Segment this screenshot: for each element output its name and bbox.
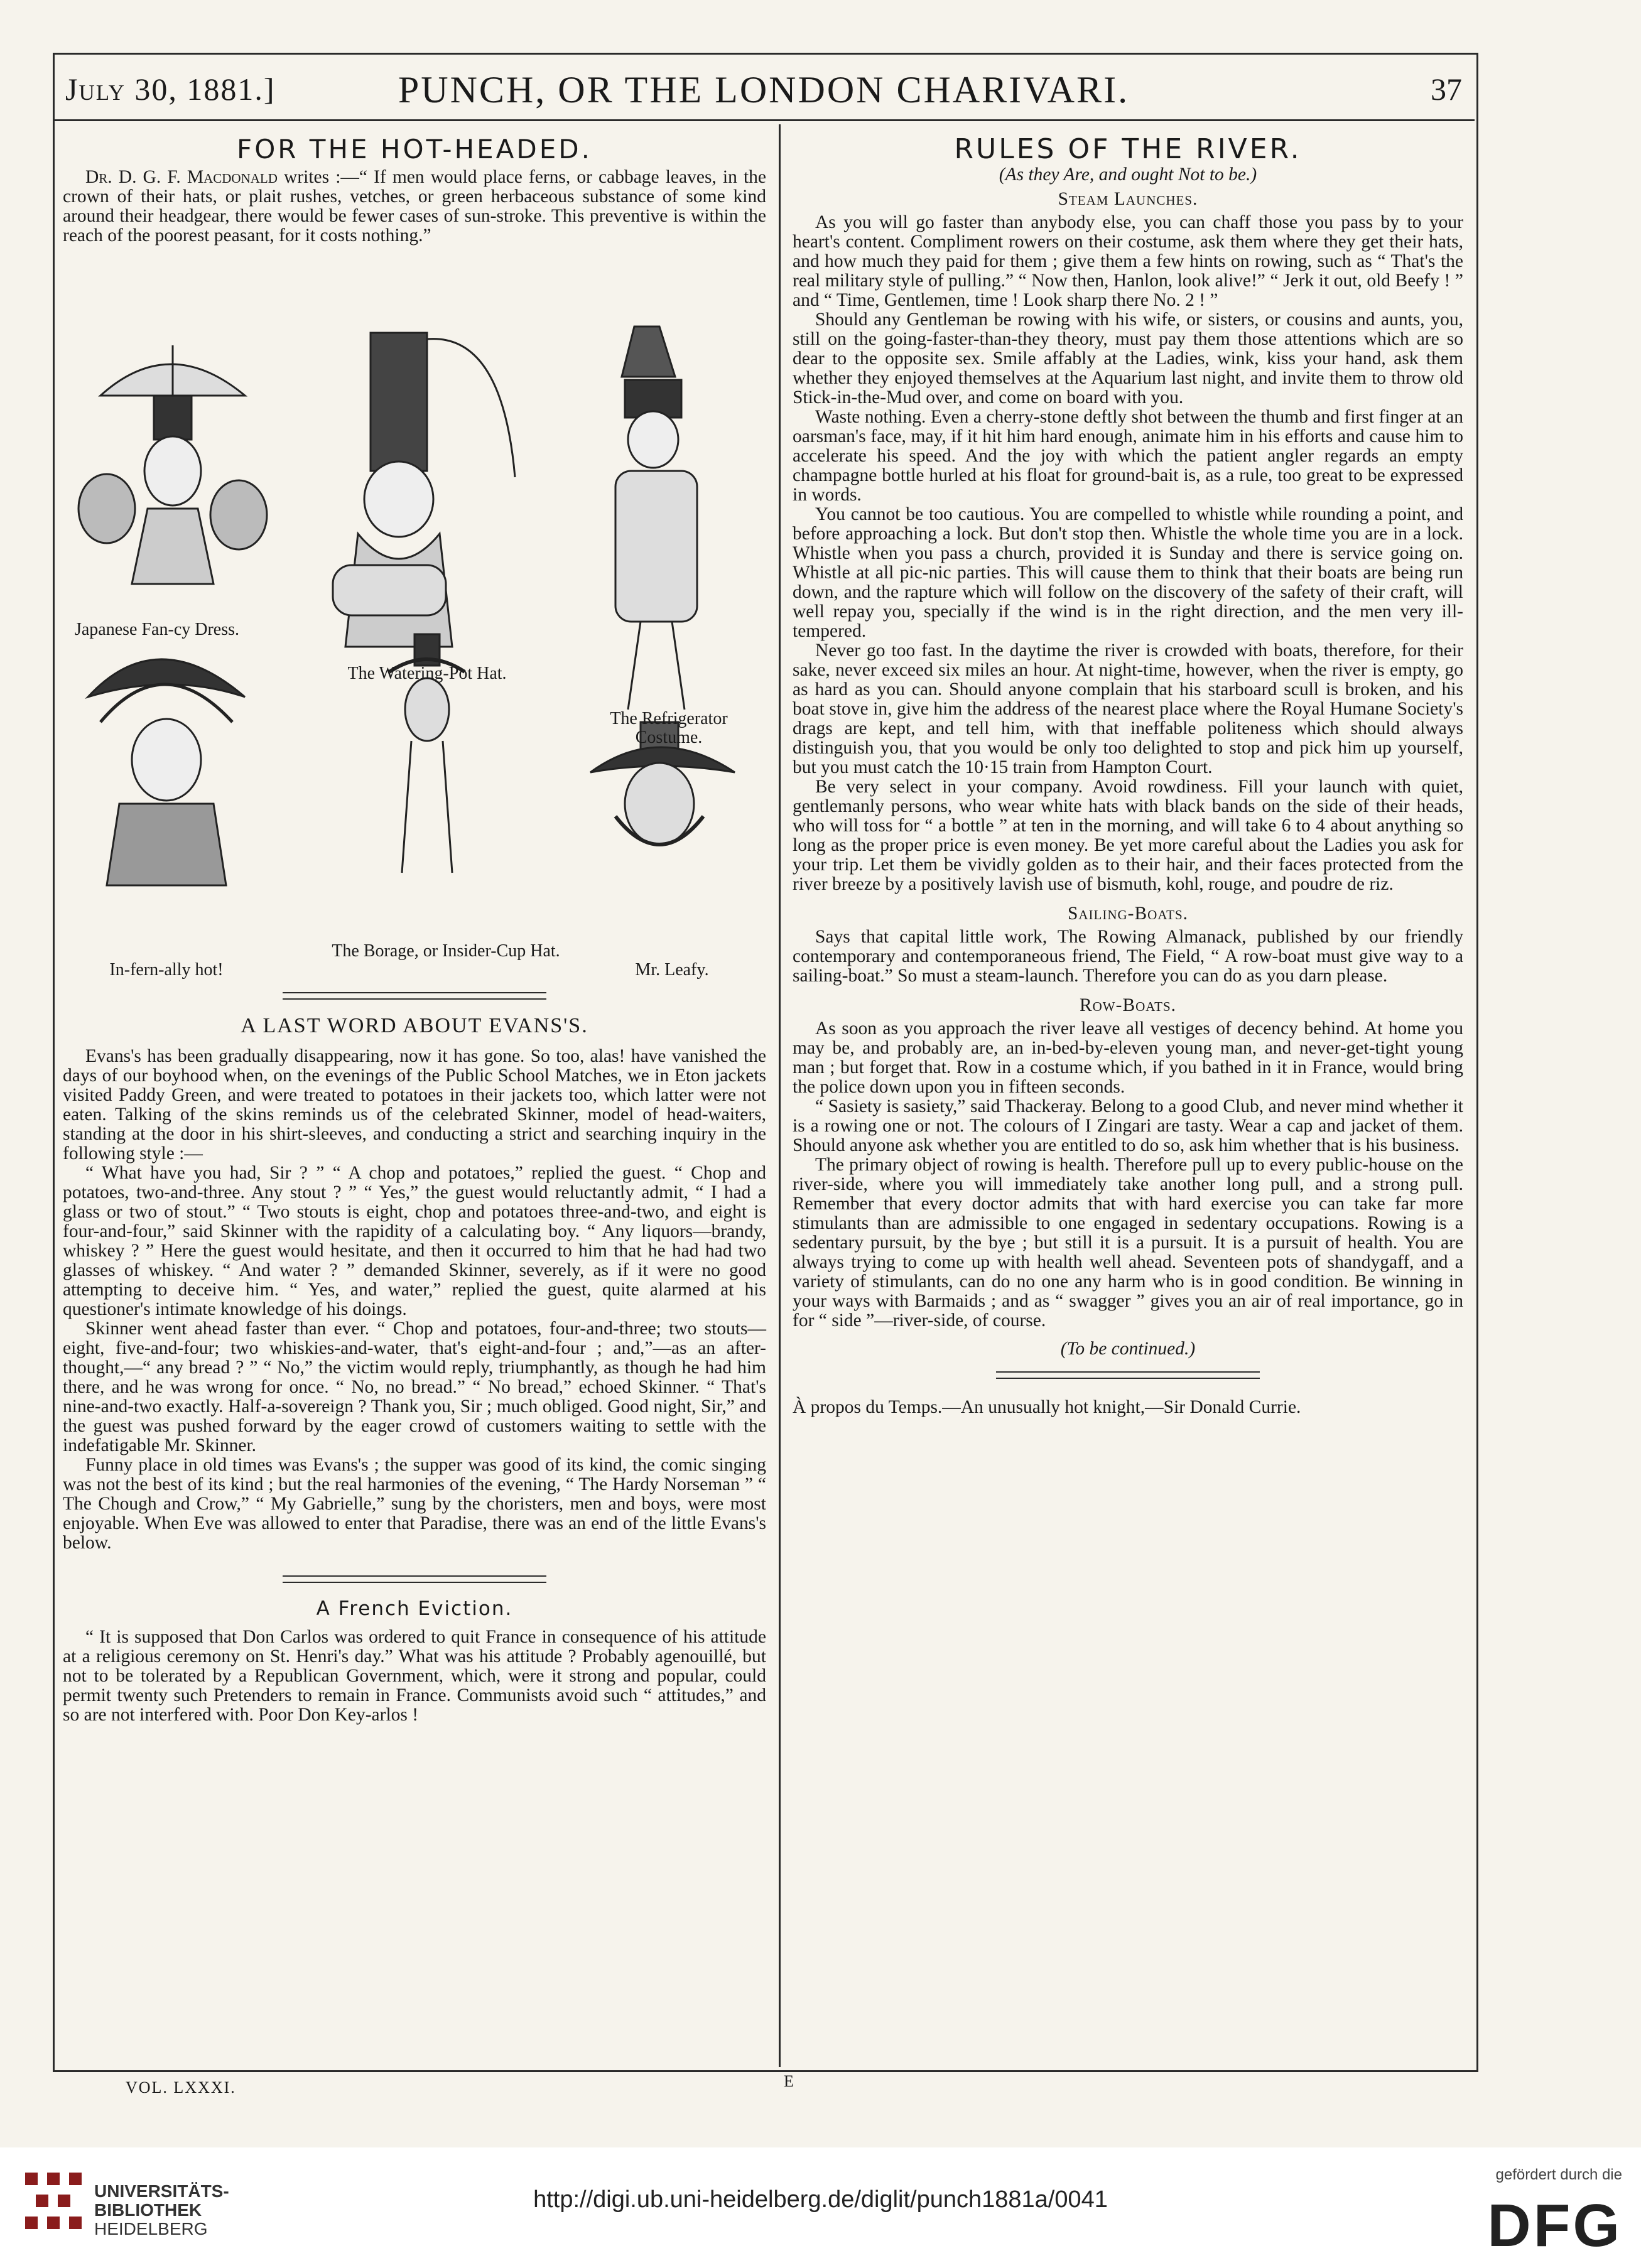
- paragraph: “ It is supposed that Don Carlos was ordered to quit France in consequence of his attitude at a religious ceremony on St. Henri's day.” What was his attitude ? Probably agenouillé, but not to be tolerated by a Republican Government, which, were it strong and popular, could permit twenty such Pretenders to remain in France. Communists avoid such “ attitudes,” and so are not interfered with. Poor Don Key-arlos !: [63, 1627, 766, 1725]
- caption-in-fern-ally-hot: In-fern-ally hot!: [109, 960, 224, 980]
- paragraph: Evans's has been gradually disappearing, now it has gone. So too, alas! have vanished the days of our boyhood when, on the evenings of the Public School Matches, we in Eton jackets visited Paddy Green, and were treated to potatoes in their jackets too, which latter were not eaten. Talking of the skins reminds us of the celebrated Skinner, model of head-waiters, standing at the door in his shirt-sleeves, and conducting a strict and searching inquiry in the following style :—: [63, 1046, 766, 1164]
- section-heading-steam: Steam Launches.: [1058, 189, 1198, 209]
- header-rule: [53, 119, 1475, 121]
- source-url-link[interactable]: http://digi.ub.uni-heidelberg.de/diglit/punch1881a/0041: [533, 2186, 1108, 2213]
- library-line: UNIVERSITÄTS-: [94, 2181, 229, 2201]
- cartoon-illustrations: [63, 320, 766, 980]
- digitization-footer: [0, 2147, 1641, 2268]
- section-rule: [283, 1575, 546, 1583]
- paragraph: Says that capital little work, The Rowing Almanack, published by our friendly contemporary and contemporaneous friend, The Field, “ A row-boat must give way to a sailing-boat.” So must a steam-launch. Therefore you can do as you darn please.: [793, 927, 1463, 986]
- volume-label: VOL. LXXXI.: [126, 2078, 236, 2097]
- paragraph: “ What have you had, Sir ? ” “ A chop and potatoes,” replied the guest. “ Chop and potatoes, two-and-three. Any stout ? ” “ Yes,” the guest would reluctantly admit, “ I had a glass or two of stout.” “ Two stouts is eight, chop and potatoes three-and-two, and eight is four-and-four,” said Skinner with the rapidity of a calculating boy. “ Any liquors—brandy, whiskey ? ” Here the guest would hesitate, and then it occurred to him that he had had two glasses of whiskey. “ And water ? ” demanded Skinner, severely, as if it were no good attempting to deceive him. “ Yes, and water,” replied the guest, quite alarmed at his questioner's intimate knowledge of his doings.: [63, 1163, 766, 1319]
- article-title: FOR THE HOT-HEADED.: [237, 134, 592, 165]
- a-propos-paragraph: À propos du Temps.—An unusually hot knight,—Sir Donald Currie.: [793, 1397, 1301, 1417]
- signature-mark: E: [784, 2072, 794, 2090]
- paragraph: You cannot be too cautious. You are compelled to whistle while rounding a point, and before approaching a lock. But don't stop then. Whistle the whole time you are in a lock. Whistle when you pass a church, provided it is Sunday and there is service going on. Whistle at all pic-nic parties. This will cause them to think that their boats are being run down, and the rapture which will follow on the discovery of the safety of their craft, will well repay you, specially if the wind is in the right direction, and the men very ill-tempered.: [793, 504, 1463, 641]
- left-column-top: [63, 134, 766, 246]
- section-heading-row: Row-Boats.: [1079, 995, 1177, 1015]
- article-subtitle: (As they Are, and ought Not to be.): [999, 165, 1257, 185]
- paragraph: The primary object of rowing is health. Therefore pull up to every public-house on the river-side, where you will immediately take another long pull, and a strong pull. Remember that every doctor admits that with hard exercise you can take far more stimulants than are admissible to one engaged in sedentary occupations. Rowing is a sedentary pursuit, by the bye ; but still it is a pursuit. It is a pursuit of health. You are always trying to come up with health well ahead. Seventeen pots of shandygaff, and a variety of stimulants, can do no one any harm who is in good condition. Be winning in your ways with Barmaids ; and as “ swagger ” gives you an air of real importance, go in for “ side ”—river-side, of course.: [793, 1155, 1463, 1331]
- caption-borage-hat: The Borage, or Insider-Cup Hat.: [332, 941, 560, 961]
- paragraph: Be very select in your company. Avoid rowdiness. Fill your launch with quiet, gentlemanly persons, who wear white hats with black bands on the side of their heads, who will toss for “ a bottle ” at ten in the morning, and will take 6 to 4 about anything so long as the proper price is even money. Be yet more careful about the Ladies you ask for your trip. Let them be vividly golden as to their hair, and their faces protected from the river breeze by a positively lavish use of bismuth, kohl, rouge, and poudre de riz.: [793, 777, 1463, 894]
- library-line: HEIDELBERG: [94, 2219, 208, 2238]
- issue-date: July 30, 1881.]: [65, 72, 276, 107]
- article-intro: writes :—“ If men would place ferns, or cabbage leaves, in the crown of their hats, or plait rushes, vetches, or green herbaceous substance of some kind around their headgear, there would be fewer cases of sun-stroke. This preventive is within the reach of the poorest peasant, for it costs nothing.”: [63, 167, 766, 246]
- illustration-panel: [63, 320, 766, 980]
- section-rule: [283, 992, 546, 1000]
- paragraph: As soon as you approach the river leave all vestiges of decency behind. At home you may be, and probably are, an in-bed-by-eleven young man, and never-get-tight young man ; but forget that. Row in a costume which, if you bathed in it in France, would bring the police down upon you in fifteen seconds.: [793, 1018, 1463, 1097]
- article-title-evans: A LAST WORD ABOUT EVANS'S.: [241, 1014, 588, 1037]
- page-number: 37: [1431, 72, 1462, 107]
- funding-note: gefördert durch die: [1495, 2166, 1622, 2183]
- page-header: [53, 60, 1475, 122]
- paragraph: Should any Gentleman be rowing with his wife, or sisters, or cousins and aunts, you, still on the going-faster-than-they theory, must pay them those attentions which are so dear to the opposite sex. Smile affably at the Ladies, wink, kiss your hand, ask them whether they enjoyed themselves at the Aquarium last night, and invite them to throw old Stick-in-the-Mud over, and come on board with you.: [793, 310, 1463, 408]
- paragraph: Waste nothing. Even a cherry-stone deftly shot between the thumb and first finger at an oarsman's face, may, if it hit him hard enough, animate him in his efforts and cause him to accelerate his speed. And the joy with which the patient angler regards an empty champagne bottle hurled at his float for ground-bait is, as a rule, too great to be expressed in words.: [793, 407, 1463, 505]
- paragraph: As you will go faster than anybody else, you can chaff those you pass by to your heart's content. Compliment rowers on their costume, ask them where they get their hats, and how much they paid for them ; give them a few hints on rowing, such as “ That's the real military style of pulling.” “ Now then, Hanlon, look alive!” “ Jerk it out, old Beefy ! ” and “ Time, Gentlemen, time ! Look sharp there No. 2 ! ”: [793, 212, 1463, 310]
- column-divider: [779, 124, 781, 2067]
- paragraph: “ Sasiety is sasiety,” said Thackeray. Belong to a good Club, and never mind whether it is a rowing one or not. The colours of I Zingari are tasty. Wear a cap and jacket of them. Should anyone ask whether you are entitled to do so, ask him whether that is his business.: [793, 1096, 1463, 1155]
- caption-mr-leafy: Mr. Leafy.: [635, 960, 709, 980]
- left-column-evans: [63, 992, 766, 1725]
- right-column: [793, 133, 1463, 1417]
- article-title-french-eviction: A French Eviction.: [316, 1597, 513, 1620]
- article-title-rules: RULES OF THE RIVER.: [954, 133, 1302, 165]
- masthead-title: PUNCH, OR THE LONDON CHARIVARI.: [398, 69, 1130, 111]
- library-line: BIBLIOTHEK: [94, 2200, 202, 2220]
- paragraph: Skinner went ahead faster than ever. “ Chop and potatoes, four-and-three; two stouts—eight, five-and-four; two whiskies-and-water, that's eight-and-four ; and,”—as an after-thought,—“ any bread ? ” “ No,” the victim would reply, triumphantly, as though he had him there, and he was wrong for once. “ No, no bread.” “ No bread,” echoed Skinner. “ That's nine-and-two exactly. Half-a-sovereign ? Thank you, Sir ; much obliged. Good night, Sir,” and the guest was pushed forward by the eager crowd of customers waiting to settle with the indefatigable Mr. Skinner.: [63, 1319, 766, 1455]
- caption-japanese-fancy-dress: Japanese Fan-cy Dress.: [74, 620, 240, 639]
- author-name: Dr. D. G. F. Macdonald: [85, 167, 278, 187]
- dfg-logo: DFG: [1487, 2192, 1622, 2259]
- caption-refrigerator-costume: The Refrigerator Costume.: [610, 709, 728, 747]
- section-heading-sailing: Sailing-Boats.: [1067, 904, 1189, 924]
- paragraph: Never go too fast. In the daytime the river is crowded with boats, therefore, for their sake, never exceed six miles an hour. At night-time, however, when the river is empty, go as hard as you can. Should anyone complain that his starboard scull is broken, and his boat stove in, give him the address of the nearest place where the Royal Humane Society's drags are kept, and tell him, with that ineffable politeness which should always distinguish you, that you would be only too delighted to stop and pick him up yourself, but you must catch the 10·15 train from Hampton Court.: [793, 640, 1463, 777]
- continued-note: (To be continued.): [1060, 1339, 1196, 1359]
- section-rule: [996, 1371, 1260, 1379]
- caption-watering-pot-hat: The Watering-Pot Hat.: [347, 664, 507, 683]
- paragraph: Funny place in old times was Evans's ; the supper was good of its kind, the comic singing was not the best of its kind ; but the real harmonies of the evening, “ The Hardy Norseman ” “ The Chough and Crow,” “ My Gabrielle,” sung by the choristers, men and boys, were most enjoyable. When Eve was allowed to enter that Paradise, there was an end of the little Evans's below.: [63, 1455, 766, 1553]
